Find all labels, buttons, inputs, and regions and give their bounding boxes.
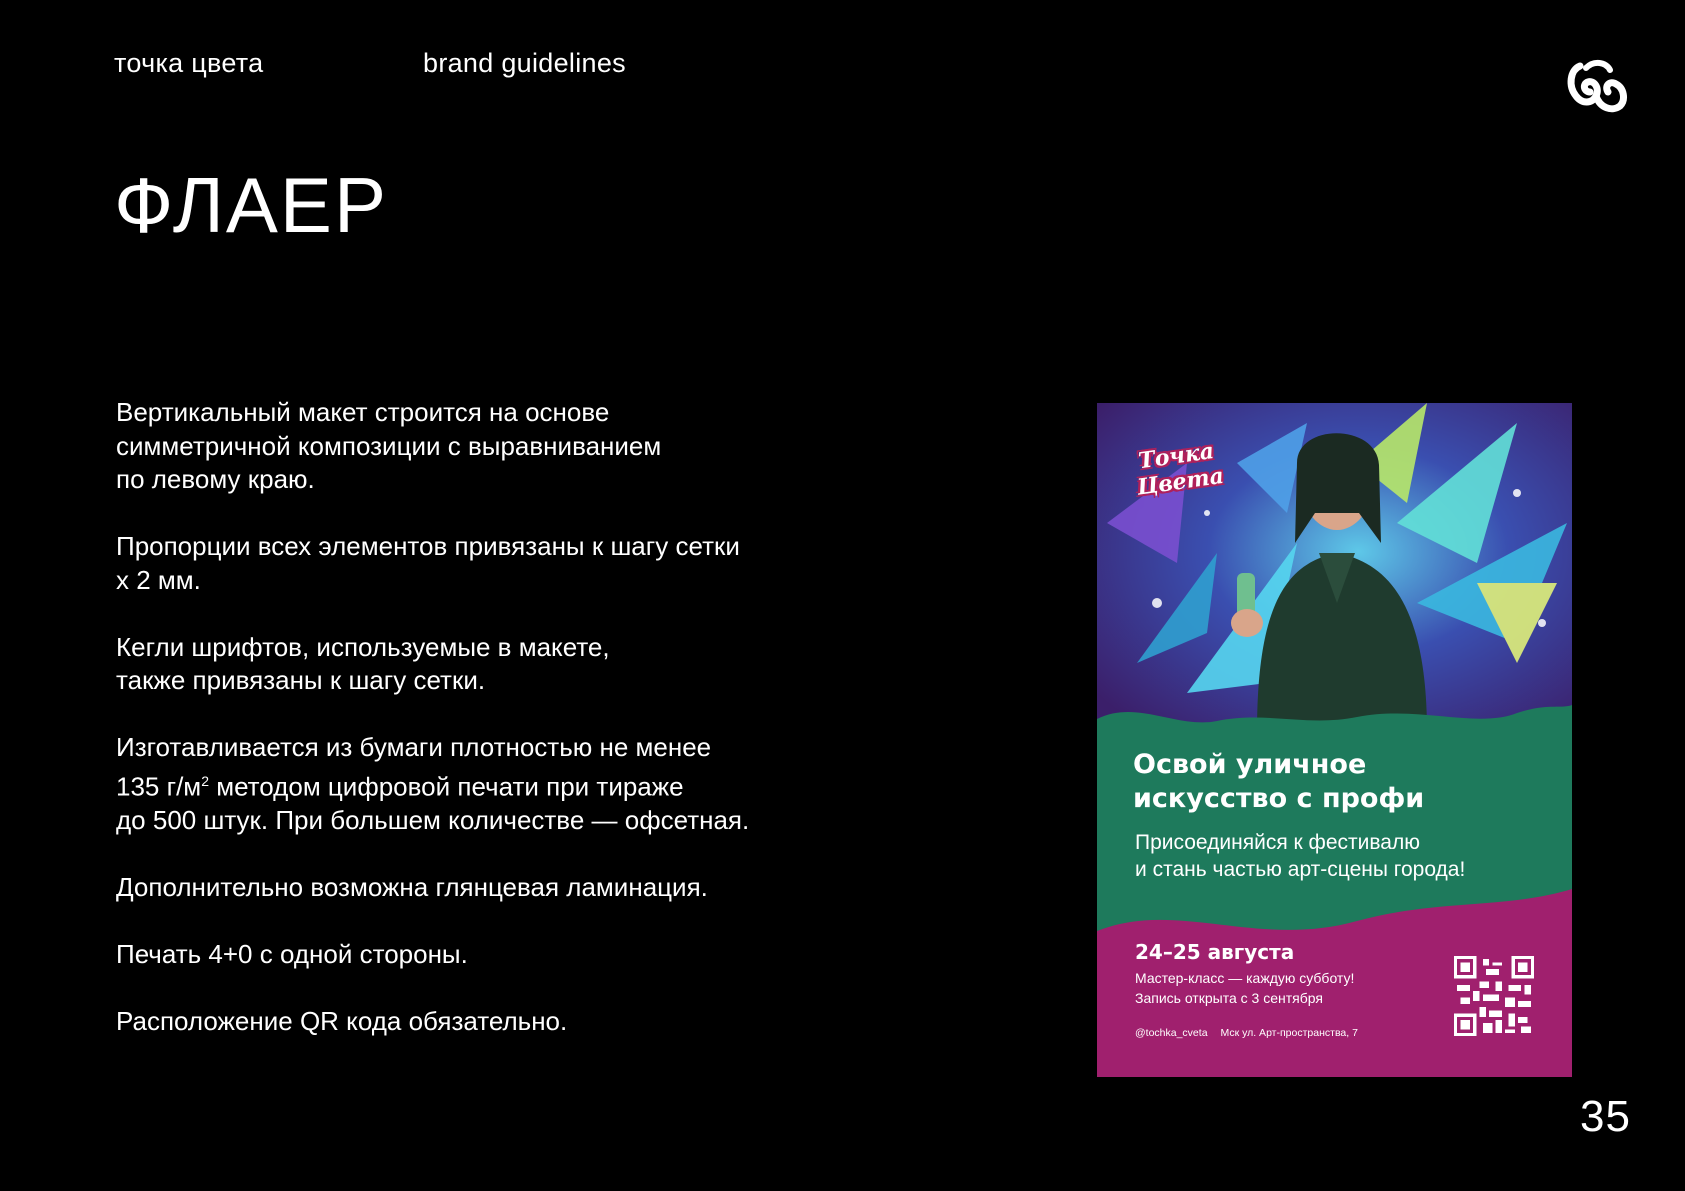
flyer-info: Мастер-класс — каждую субботу! Запись открыта с 3 сентября xyxy=(1135,970,1355,1006)
qr-code-icon xyxy=(1454,956,1534,1036)
paragraph-lamination: Дополнительно возможна глянцевая ламинация. xyxy=(116,871,708,902)
paragraph-fonts: Кегли шрифтов, используемые в макете, также привязаны к шагу сетки. xyxy=(116,631,610,695)
flyer-footer xyxy=(1135,1027,1455,1039)
flyer-logo xyxy=(1135,435,1226,513)
header-brand: точка цвета xyxy=(114,48,264,78)
flyer-logo-text: Точка Цвета xyxy=(1135,437,1226,501)
flyer-mockup xyxy=(1097,403,1572,1077)
page-title: ФЛАЕР xyxy=(114,161,388,249)
paragraph-qr: Расположение QR кода обязательно. xyxy=(116,1005,568,1036)
page-number: 35 xyxy=(1580,1092,1631,1141)
paragraph-layout: Вертикальный макет строится на основе симметричной композиции с выравниванием по левому краю. xyxy=(116,397,662,494)
paper-text-a: Изготавливается из бумаги плотностью не менее 135 г/м xyxy=(116,732,712,802)
flyer-handle: @tochka_cveta xyxy=(1135,1027,1208,1039)
description-text xyxy=(116,396,856,1072)
paper-text-b: методом цифровой печати при тираже до 500 штук. При большем количестве — офсетная. xyxy=(116,771,750,835)
header-section: brand guidelines xyxy=(423,48,626,78)
brand-swirl-icon xyxy=(1566,56,1628,118)
flyer-address: Мск ул. Арт-пространства, 7 xyxy=(1220,1027,1358,1039)
flyer-date: 24–25 августа xyxy=(1135,940,1295,964)
flyer-subline: Присоединяйся к фестивалю и стань частью арт-сцены города! xyxy=(1135,831,1466,881)
flyer-headline: Освой уличное искусство с профи xyxy=(1133,749,1425,814)
paragraph-grid: Пропорции всех элементов привязаны к шагу сетки х 2 мм. xyxy=(116,531,740,595)
paragraph-paper xyxy=(116,731,856,837)
paragraph-print: Печать 4+0 с одной стороны. xyxy=(116,938,468,969)
paper-superscript: 2 xyxy=(201,772,209,789)
